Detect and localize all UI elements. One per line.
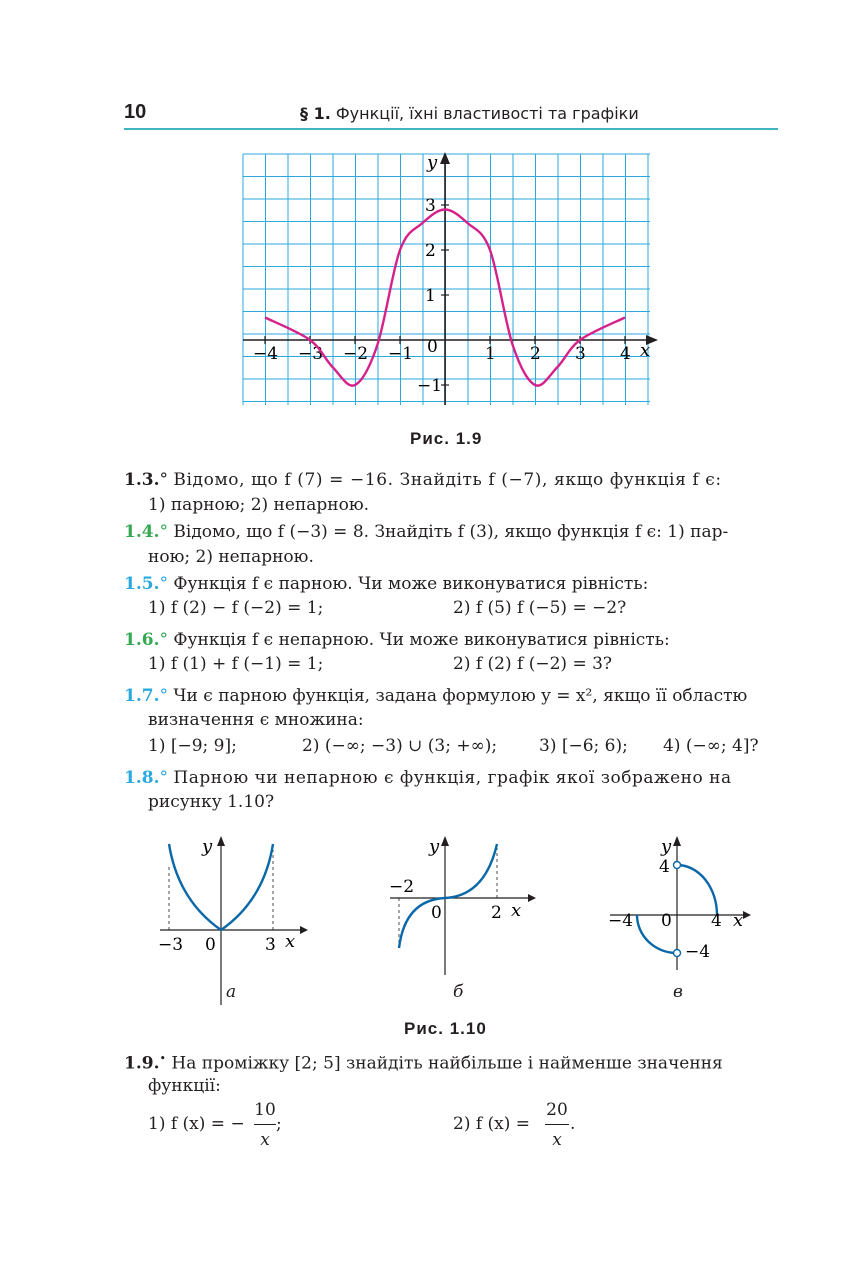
problem-1-9-line-1 [124, 1052, 723, 1074]
x-tick-label: −2 [343, 344, 369, 364]
formula-lhs: 2) f (x) = [453, 1114, 531, 1134]
panel-b-label: б [453, 982, 464, 1002]
x-tick-label: −4 [253, 344, 279, 364]
x-tick-label: −1 [388, 344, 414, 364]
problem-mark: ° [159, 630, 168, 650]
problem-mark: ° [159, 470, 168, 490]
panel-a-label: а [226, 982, 237, 1002]
problem-1-3-line-1 [124, 470, 722, 490]
chart-tick-labels [253, 196, 631, 396]
x-tick-label: 2 [530, 344, 541, 364]
tick-label: 4 [659, 857, 670, 877]
figure-1-9-caption: Рис. 1.9 [410, 429, 483, 448]
function-curve [677, 865, 717, 915]
problem-1-6-line-1 [124, 630, 670, 650]
problem-1-9-line-2: функції: [148, 1076, 221, 1096]
running-header [300, 104, 639, 123]
y-tick-label: 1 [425, 286, 436, 306]
fraction-bar [545, 1124, 569, 1125]
problem-1-4-line-2: ною; 2) непарною. [148, 547, 314, 567]
fraction-numerator: 20 [546, 1100, 568, 1120]
tick-label: 0 [205, 935, 216, 955]
problem-1-7-line-1 [124, 686, 747, 706]
problem-1-6-option-2: 2) f (2) f (−2) = 3? [453, 654, 613, 674]
tick-label: −4 [685, 942, 711, 962]
x-axis-label: x [640, 340, 651, 361]
problem-1-8-line-2: рисунку 1.10? [148, 792, 275, 812]
x-axis-label: x [285, 931, 296, 952]
x-axis-label: x [733, 910, 744, 931]
problem-mark: ° [159, 686, 168, 706]
problem-mark: • [159, 1052, 166, 1065]
problem-text: На проміжку [2; 5] знайдіть найбільше і найменше значення [171, 1053, 723, 1074]
problem-text: Функція f є непарною. Чи може виконуватися рівність: [173, 630, 670, 650]
x-tick-label: 4 [620, 344, 631, 364]
tick-label: 4 [711, 911, 722, 931]
x-axis-label: x [511, 900, 522, 921]
x-axis-arrow [300, 926, 308, 934]
problem-mark: ° [159, 768, 168, 788]
y-axis-arrow [217, 836, 225, 846]
y-axis-label: y [661, 836, 672, 857]
y-axis-arrow [673, 836, 681, 846]
problem-number: 1.9. [124, 1053, 160, 1074]
x-axis-arrow [528, 894, 536, 902]
section-title: Функції, їхні властивості та графіки [335, 104, 639, 123]
problem-1-7-option-1: 1) [−9; 9]; [148, 736, 237, 756]
x-tick-label: 0 [427, 337, 438, 357]
problem-text: Функція f є парною. Чи може виконуватися рівність: [173, 574, 649, 594]
problem-number: 1.5. [124, 574, 160, 594]
problem-number: 1.4. [124, 522, 160, 542]
problem-number: 1.6. [124, 630, 160, 650]
tick-label: 0 [661, 911, 672, 931]
problem-1-7-option-2: 2) (−∞; −3) ∪ (3; +∞); [302, 736, 498, 756]
page-number: 10 [124, 101, 147, 123]
x-tick-label: 1 [485, 344, 496, 364]
open-point [674, 950, 681, 957]
panel-c-label: в [673, 982, 683, 1002]
x-tick-label: 3 [575, 344, 586, 364]
fraction-numerator: 10 [254, 1100, 276, 1120]
fraction-bar [254, 1124, 276, 1125]
problem-1-5-option-1: 1) f (2) − f (−2) = 1; [148, 598, 324, 618]
tick-label: −4 [608, 911, 634, 931]
problem-1-6-option-1: 1) f (1) + f (−1) = 1; [148, 654, 324, 674]
problem-text: Чи є парною функція, задана формулою y = x², якщо її областю [173, 686, 748, 706]
y-tick-label: −1 [417, 376, 443, 396]
tick-label: 0 [431, 903, 442, 923]
problem-text: Відомо, що f (7) = −16. Знайдіть f (−7), якщо функція f є: [173, 470, 722, 490]
x-axis-arrow [743, 911, 751, 919]
problem-1-4-line-1 [124, 522, 728, 542]
fraction-denominator: x [260, 1130, 270, 1150]
problem-mark: ° [159, 522, 168, 542]
problem-1-5-line-1 [124, 574, 648, 594]
figure-1-9-chart [240, 150, 660, 410]
problem-text: Відомо, що f (−3) = 8. Знайдіть f (3), якщо функція f є: 1) пар- [173, 522, 729, 542]
y-tick-label: 2 [425, 241, 436, 261]
punctuation: ; [276, 1114, 282, 1134]
problem-1-7-line-2: визначення є множина: [148, 710, 364, 730]
problem-1-7-option-3: 3) [−6; 6); [539, 736, 628, 756]
problem-mark: ° [159, 574, 168, 594]
header-rule [124, 128, 778, 130]
problem-number: 1.8. [124, 768, 160, 788]
y-axis-label: y [427, 152, 438, 173]
tick-label: 3 [265, 935, 276, 955]
fraction-denominator: x [552, 1130, 562, 1150]
problem-number: 1.3. [124, 470, 160, 490]
figure-1-10-caption: Рис. 1.10 [404, 1019, 487, 1038]
y-tick-label: 3 [425, 196, 436, 216]
problem-1-8-line-1 [124, 768, 732, 788]
y-axis-label: y [202, 836, 213, 857]
tick-label: 2 [491, 903, 502, 923]
tick-label: −3 [158, 935, 184, 955]
y-axis-arrow [441, 836, 449, 846]
figure-1-10-panel-c [605, 830, 765, 980]
punctuation: . [570, 1114, 576, 1134]
open-point [674, 862, 681, 869]
tick-label: −2 [389, 877, 415, 897]
problem-1-7-option-4: 4) (−∞; 4]? [663, 736, 759, 756]
y-axis-label: y [429, 836, 440, 857]
figure-1-10-panel-b [385, 830, 545, 980]
section-mark: § 1. [300, 104, 331, 123]
problem-number: 1.7. [124, 686, 160, 706]
chart-grid [243, 154, 650, 405]
problem-1-5-option-2: 2) f (5) f (−5) = −2? [453, 598, 627, 618]
chart-axes [243, 152, 658, 405]
problem-text: Парною чи непарною є функція, графік якої зображено на [173, 768, 732, 788]
formula-lhs: 1) f (x) = − [148, 1114, 245, 1134]
problem-1-3-line-2: 1) парною; 2) непарною. [148, 495, 370, 515]
x-tick-label: −3 [298, 344, 324, 364]
